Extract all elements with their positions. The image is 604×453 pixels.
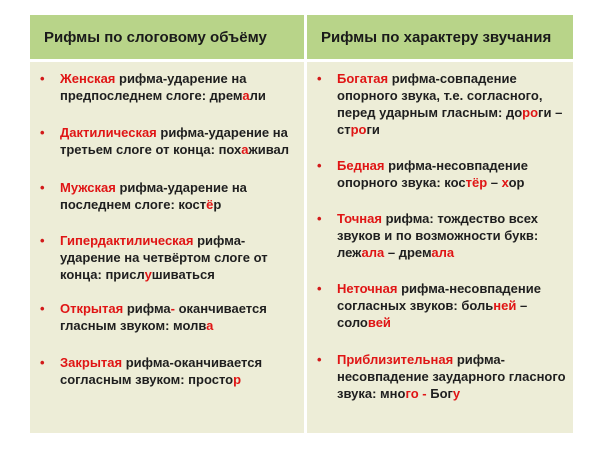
left-item <box>30 232 304 283</box>
item-text: Бог <box>426 386 453 401</box>
item-text: рифма: тождество всех звуков и по возможности букв: леж <box>337 211 539 260</box>
highlighted-text: х <box>501 175 509 190</box>
right-item <box>307 280 573 331</box>
bullet-icon: • <box>40 71 45 86</box>
right-item <box>307 351 573 402</box>
highlighted-text: Открытая <box>60 301 124 316</box>
bullet-icon: • <box>40 125 45 140</box>
highlighted-text: а <box>242 88 250 103</box>
item-text: шиваться <box>151 267 215 282</box>
highlighted-text: ё <box>206 197 214 212</box>
item-text: рифма-несовпадение опорного звука: кос <box>337 158 528 190</box>
bullet-icon: • <box>317 352 322 367</box>
highlighted-text: Дактилическая <box>60 125 157 140</box>
left-item <box>30 179 304 213</box>
item-text: живал <box>248 142 290 157</box>
header-right <box>307 15 573 59</box>
item-text: рифма-ударение на четвёртом слоге от конца: присл <box>60 233 268 282</box>
item-text: ги <box>366 122 380 137</box>
highlighted-text: ала <box>361 245 385 260</box>
item-text: – соло <box>337 298 528 330</box>
item-text: ги – ст <box>337 105 563 137</box>
item-text: рифма-несовпадение заударного гласного звука: мно <box>337 352 566 401</box>
highlighted-text: Точная <box>337 211 382 226</box>
highlighted-text: Женская <box>60 71 116 86</box>
bullet-icon: • <box>317 211 322 226</box>
highlighted-text: у <box>144 267 152 282</box>
highlighted-text: Гипердактилическая <box>60 233 194 248</box>
header-left-title: Рифмы по слоговому объёму <box>44 28 267 46</box>
bullet-icon: • <box>317 158 322 173</box>
highlighted-text: ней <box>493 298 517 313</box>
item-text: – дрем <box>384 245 432 260</box>
item-text: ор <box>508 175 525 190</box>
item-text: рифма-совпадение опорного звука, т.е. согласного, перед ударным гласным: до <box>337 71 543 120</box>
highlighted-text: а <box>206 318 214 333</box>
header-left <box>30 15 304 59</box>
right-item <box>307 210 573 261</box>
highlighted-text: вей <box>367 315 391 330</box>
left-item <box>30 70 304 104</box>
item-text: рифма-ударение на последнем слоге: кост <box>60 180 247 212</box>
left-item <box>30 354 304 388</box>
left-column <box>30 62 304 433</box>
highlighted-text: Мужская <box>60 180 116 195</box>
bullet-icon: • <box>40 233 45 248</box>
highlighted-text: Бедная <box>337 158 385 173</box>
item-text: рифма-ударение на предпоследнем слоге: дрем <box>60 71 247 103</box>
highlighted-text: тёр <box>465 175 488 190</box>
highlighted-text: Богатая <box>337 71 389 86</box>
bullet-icon: • <box>40 180 45 195</box>
highlighted-text: - <box>170 301 175 316</box>
bullet-icon: • <box>40 301 45 316</box>
item-text: ли <box>249 88 266 103</box>
highlighted-text: - <box>422 386 427 401</box>
bullet-icon: • <box>317 281 322 296</box>
item-text: рифма-ударение на третьем слоге от конца: пох <box>60 125 288 157</box>
item-text: рифма-оканчивается согласным звуком: просто <box>60 355 263 387</box>
highlighted-text: Приблизительная <box>337 352 454 367</box>
item-text: оканчивается гласным звуком: молв <box>60 301 267 333</box>
item-text: – <box>487 175 502 190</box>
highlighted-text: ро <box>350 122 367 137</box>
item-text: рифма-несовпадение согласных звуков: боль <box>337 281 541 313</box>
highlighted-text: ала <box>431 245 455 260</box>
right-item <box>307 70 573 138</box>
right-column <box>307 62 573 433</box>
item-text: рифма <box>123 301 171 316</box>
bullet-icon: • <box>317 71 322 86</box>
highlighted-text: го <box>405 386 419 401</box>
highlighted-text: р <box>233 372 242 387</box>
header-right-title: Рифмы по характеру звучания <box>321 28 552 46</box>
highlighted-text: ро <box>522 105 539 120</box>
highlighted-text: а <box>241 142 249 157</box>
left-item <box>30 300 304 334</box>
right-item <box>307 157 573 191</box>
left-item <box>30 124 304 158</box>
bullet-icon: • <box>40 355 45 370</box>
item-text: р <box>213 197 222 212</box>
highlighted-text: Закрытая <box>60 355 123 370</box>
highlighted-text: у <box>452 386 461 401</box>
highlighted-text: Неточная <box>337 281 398 296</box>
